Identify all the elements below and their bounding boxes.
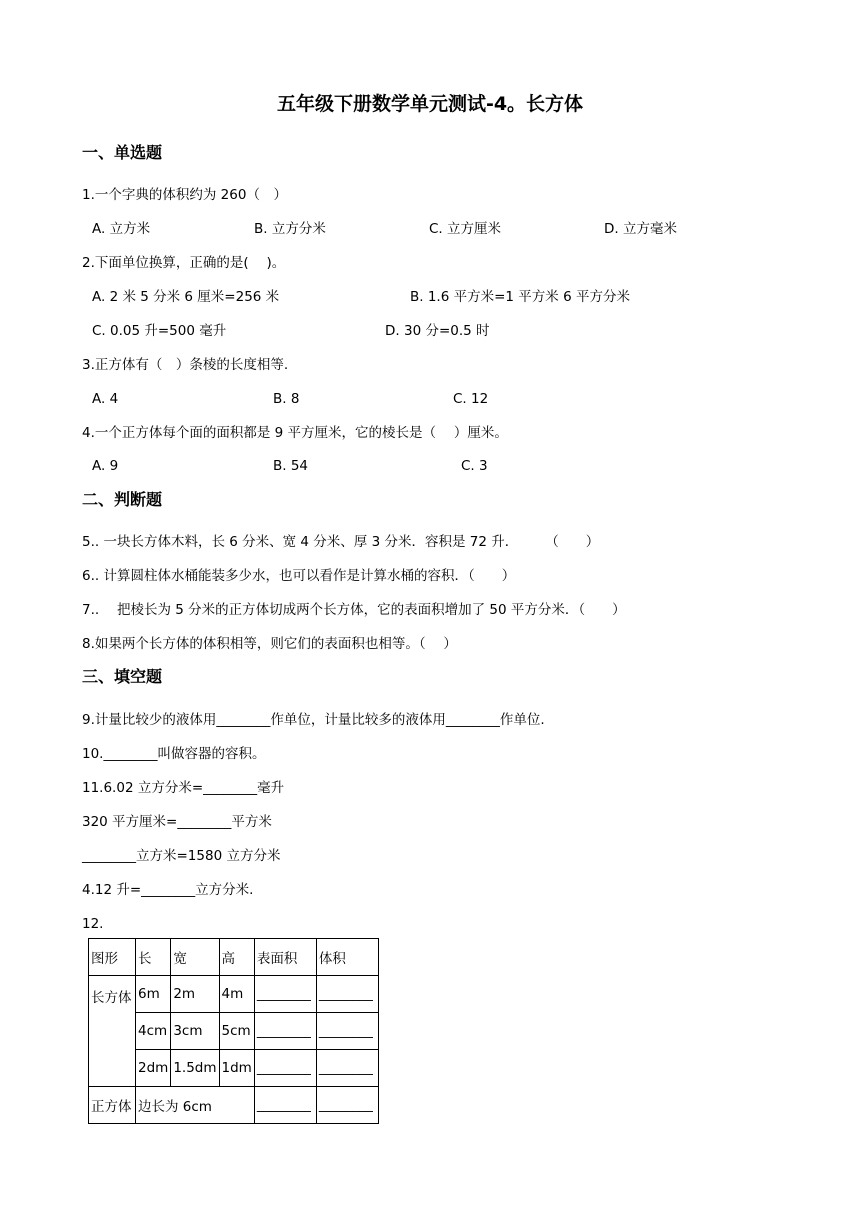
table-cell: 6m <box>136 976 171 1013</box>
answer-blank: ________ <box>254 1050 316 1087</box>
question-2-stem: 2.下面单位换算，正确的是( )。 <box>82 255 286 271</box>
question-8: 8.如果两个长方体的体积相等，则它们的表面积也相等。（ ） <box>82 636 457 652</box>
question-10: 10.________叫做容器的容积。 <box>82 746 266 762</box>
question-7: 7.. 把棱长为 5 分米的正方体切成两个长方体，它的表面积增加了 50 平方分米．（ ） <box>82 602 626 618</box>
table-header-cell: 高 <box>219 939 254 976</box>
question-2-option-a: A. 2 米 5 分米 6 厘米=256 米 <box>92 289 280 305</box>
question-9: 9.计量比较少的液体用________作单位，计量比较多的液体用________作单位. <box>82 712 545 728</box>
question-3-option-c: C. 12 <box>453 391 489 407</box>
answer-blank: ________ <box>316 1087 378 1124</box>
table-row <box>89 1087 379 1124</box>
question-5: 5.. 一块长方体木料，长 6 分米、宽 4 分米、厚 3 分米．容积是 72 升． （ ） <box>82 534 600 550</box>
question-2-option-d: D. 30 分=0.5 时 <box>385 323 490 339</box>
table-header-cell: 长 <box>136 939 171 976</box>
table-header-cell: 宽 <box>171 939 219 976</box>
table-cell: 4m <box>219 976 254 1013</box>
question-11-part-3: ________立方米=1580 立方分米 <box>82 848 281 864</box>
answer-blank: ________ <box>316 1013 378 1050</box>
answer-blank: ________ <box>254 1013 316 1050</box>
answer-blank: ________ <box>254 976 316 1013</box>
answer-blank: ________ <box>254 1087 316 1124</box>
table-header-cell: 体积 <box>316 939 378 976</box>
question-4-option-b: B. 54 <box>273 458 309 474</box>
shape-table <box>88 938 379 1124</box>
table-cell: 2m <box>171 976 219 1013</box>
question-11-part-2: 320 平方厘米=________平方米 <box>82 814 272 830</box>
page-title: 五年级下册数学单元测试-4。长方体 <box>276 93 584 115</box>
question-1-option-d: D. 立方毫米 <box>604 221 677 237</box>
cube-label: 正方体 <box>89 1087 136 1124</box>
table-header-cell: 图形 <box>89 939 136 976</box>
section-heading-single-choice: 一、单选题 <box>82 143 163 162</box>
table-row <box>89 976 379 1013</box>
question-4-option-a: A. 9 <box>92 458 119 474</box>
question-4-option-c: C. 3 <box>461 458 488 474</box>
cuboid-label: 长方体 <box>89 976 136 1087</box>
question-2-option-b: B. 1.6 平方米=1 平方米 6 平方分米 <box>410 289 630 305</box>
question-1-option-b: B. 立方分米 <box>254 221 326 237</box>
table-cell: 1.5dm <box>171 1050 219 1087</box>
question-1-stem: 1.一个字典的体积约为 260（ ） <box>82 187 287 203</box>
question-12-label: 12. <box>82 916 104 932</box>
answer-blank: ________ <box>316 1050 378 1087</box>
question-3-option-b: B. 8 <box>273 391 300 407</box>
cube-description: 边长为 6cm <box>136 1087 255 1124</box>
question-11-part-4: 4.12 升=________立方分米. <box>82 882 254 898</box>
question-6: 6.. 计算圆柱体水桶能装多少水，也可以看作是计算水桶的容积．（ ） <box>82 568 516 584</box>
question-3-stem: 3.正方体有（ ）条棱的长度相等. <box>82 357 289 373</box>
table-cell: 5cm <box>219 1013 254 1050</box>
table-cell: 4cm <box>136 1013 171 1050</box>
table-cell: 1dm <box>219 1050 254 1087</box>
section-heading-true-false: 二、判断题 <box>82 490 163 509</box>
answer-blank: ________ <box>316 976 378 1013</box>
question-2-option-c: C. 0.05 升=500 毫升 <box>92 323 227 339</box>
question-1-option-a: A. 立方米 <box>92 221 151 237</box>
question-1-option-c: C. 立方厘米 <box>429 221 502 237</box>
question-11-part-1: 11.6.02 立方分米=________毫升 <box>82 780 285 796</box>
question-3-option-a: A. 4 <box>92 391 119 407</box>
table-cell: 3cm <box>171 1013 219 1050</box>
table-cell: 2dm <box>136 1050 171 1087</box>
table-header-cell: 表面积 <box>254 939 316 976</box>
question-4-stem: 4.一个正方体每个面的面积都是 9 平方厘米，它的棱长是（ ）厘米。 <box>82 425 508 441</box>
section-heading-fill-blank: 三、填空题 <box>82 667 163 686</box>
table-header-row <box>89 939 379 976</box>
